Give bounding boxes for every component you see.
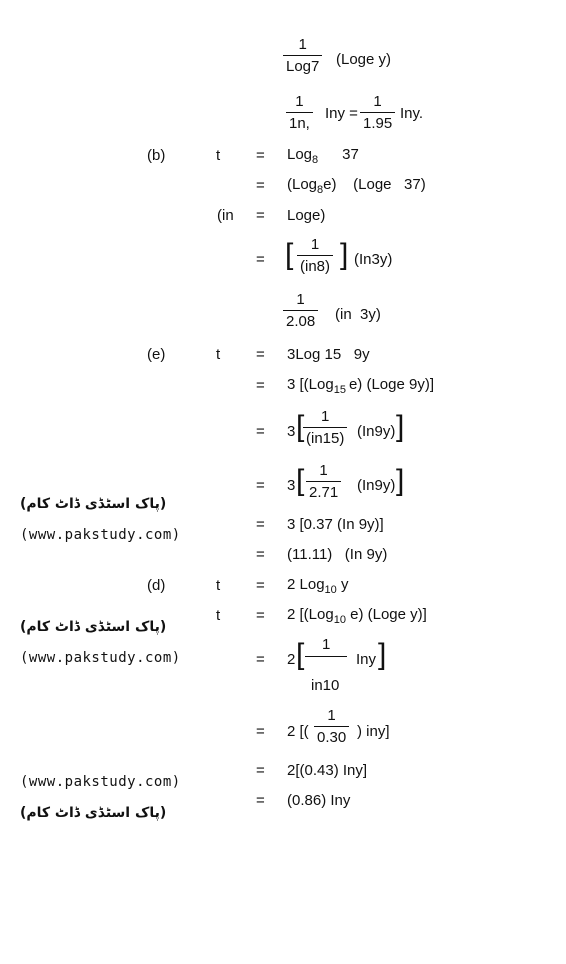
right-bracket: ] (396, 464, 405, 497)
equals-sign: = (256, 251, 265, 268)
numerator: 1 (327, 707, 336, 724)
right-bracket: ] (340, 238, 349, 271)
in-3y-term: (in 3y) (335, 306, 381, 323)
denominator: 1.95 (360, 112, 395, 131)
equals-sign: = (256, 607, 265, 624)
denominator: Log7 (283, 55, 322, 74)
ln3y-term: (In3y) (354, 251, 393, 268)
denominator: 2.71 (306, 481, 341, 500)
equals-sign: = (256, 177, 265, 194)
left-bracket: [ (285, 238, 294, 271)
part-b-line-3: Loge) (287, 207, 326, 224)
log-argument: 37 (342, 146, 359, 163)
log-text: 2 [(Log (287, 606, 334, 623)
denominator: 2.08 (283, 310, 318, 329)
log-rest: e) (Loge 9y)] (348, 376, 434, 393)
part-e-line-6: (11.11) (In 9y) (287, 546, 388, 563)
part-d-line-1 (287, 576, 349, 596)
fraction-1-over-0-30 (314, 708, 349, 745)
log-base: 10 (324, 584, 337, 596)
part-b-label: (b) (147, 147, 166, 164)
part-e-line-5: 3 [0.37 (In 9y)] (287, 516, 384, 533)
coefficient: 2 (287, 651, 296, 668)
equals-sign: = (256, 723, 265, 740)
equals-sign: = (256, 546, 265, 563)
fraction-1-over-in15 (303, 409, 347, 446)
part-e-line-1: 3Log 15 9y (287, 346, 370, 363)
equals-sign: = (256, 423, 265, 440)
equals-sign: = (256, 377, 265, 394)
equals-sign: = (256, 651, 265, 668)
iny-equals: Iny = (325, 105, 358, 122)
part-b-line-2 (287, 176, 426, 196)
ln9y-term: (In9y) (357, 477, 396, 494)
watermark-url: (www.pakstudy.com) (20, 650, 181, 666)
coefficient: 3 (287, 423, 296, 440)
denominator: (in15) (303, 427, 347, 446)
part-d-line-4-prefix: 2 [( (287, 723, 309, 740)
loge-y-term: (Loge y) (336, 51, 392, 68)
left-bracket: [ (296, 638, 305, 671)
part-d-line-4-rest: ) iny] (357, 723, 390, 740)
right-bracket: ] (396, 410, 405, 443)
equals-sign: = (256, 147, 265, 164)
part-b-line-1 (287, 146, 359, 166)
log-argument: y (336, 576, 349, 593)
fraction-1-over-1-95 (360, 94, 395, 131)
fraction-1-over-1n (286, 94, 313, 131)
iny-term: Iny (356, 651, 377, 668)
log-text: 3 [(Log (287, 376, 334, 393)
fraction-bar (305, 656, 347, 657)
equals-sign: = (256, 792, 265, 809)
log-text: Log (287, 146, 313, 163)
numerator: 1 (322, 636, 331, 653)
left-bracket: [ (296, 410, 305, 443)
equals-sign: = (256, 207, 265, 224)
numerator: 1 (295, 93, 304, 110)
fraction-1-over-2-08 (283, 292, 318, 329)
iny-term: Iny. (400, 105, 424, 122)
log-text: (Log (287, 176, 318, 193)
log-base: 10 (333, 614, 346, 626)
equals-sign: = (256, 577, 265, 594)
numerator: 1 (310, 236, 320, 253)
numerator: 1 (319, 462, 328, 479)
part-d-line-6: (0.86) Iny (287, 792, 351, 809)
ln9y-term: (In9y) (357, 423, 396, 440)
numerator: 1 (296, 291, 305, 308)
variable-t: t (216, 147, 221, 164)
denominator: (in8) (297, 255, 333, 274)
log-rest: e) (Loge y)] (345, 606, 427, 623)
watermark-urdu: (پاک اسٹڈی ڈاٹ کام) (20, 805, 167, 821)
part-b-line-3-left: (in (217, 207, 234, 224)
equals-sign: = (256, 346, 265, 363)
fraction-1-over-2-71 (306, 463, 341, 500)
log-base: 15 (333, 384, 346, 396)
equals-sign: = (256, 516, 265, 533)
part-e-label: (e) (147, 346, 166, 363)
watermark-url: (www.pakstudy.com) (20, 774, 181, 790)
log-base: 8 (312, 154, 319, 166)
right-bracket: ] (378, 638, 387, 671)
numerator: 1 (373, 93, 382, 110)
numerator: 1 (321, 408, 330, 425)
equals-sign: = (256, 477, 265, 494)
denominator-in10: in10 (311, 677, 340, 694)
log-rest: e) (Loge 37) (323, 176, 426, 193)
part-d-label: (d) (147, 577, 166, 594)
coefficient: 3 (287, 477, 296, 494)
watermark-url: (www.pakstudy.com) (20, 527, 181, 543)
denominator: 0.30 (314, 726, 349, 745)
fraction-1-over-log7 (283, 37, 322, 74)
watermark-urdu: (پاک اسٹڈی ڈاٹ کام) (20, 496, 167, 512)
variable-t: t (216, 346, 221, 363)
log-base: 8 (317, 184, 324, 196)
watermark-urdu: (پاک اسٹڈی ڈاٹ کام) (20, 619, 167, 635)
numerator: 1 (298, 36, 307, 53)
part-d-line-2 (287, 606, 427, 626)
part-d-line-5: 2[(0.43) Iny] (287, 762, 368, 779)
variable-t: t (216, 577, 221, 594)
equals-sign: = (256, 762, 265, 779)
denominator: 1n, (286, 112, 313, 131)
left-bracket: [ (296, 464, 305, 497)
fraction-1-over-in8 (297, 237, 333, 274)
variable-t: t (216, 607, 221, 624)
log-text: 2 Log (287, 576, 325, 593)
part-e-line-2 (287, 376, 434, 396)
